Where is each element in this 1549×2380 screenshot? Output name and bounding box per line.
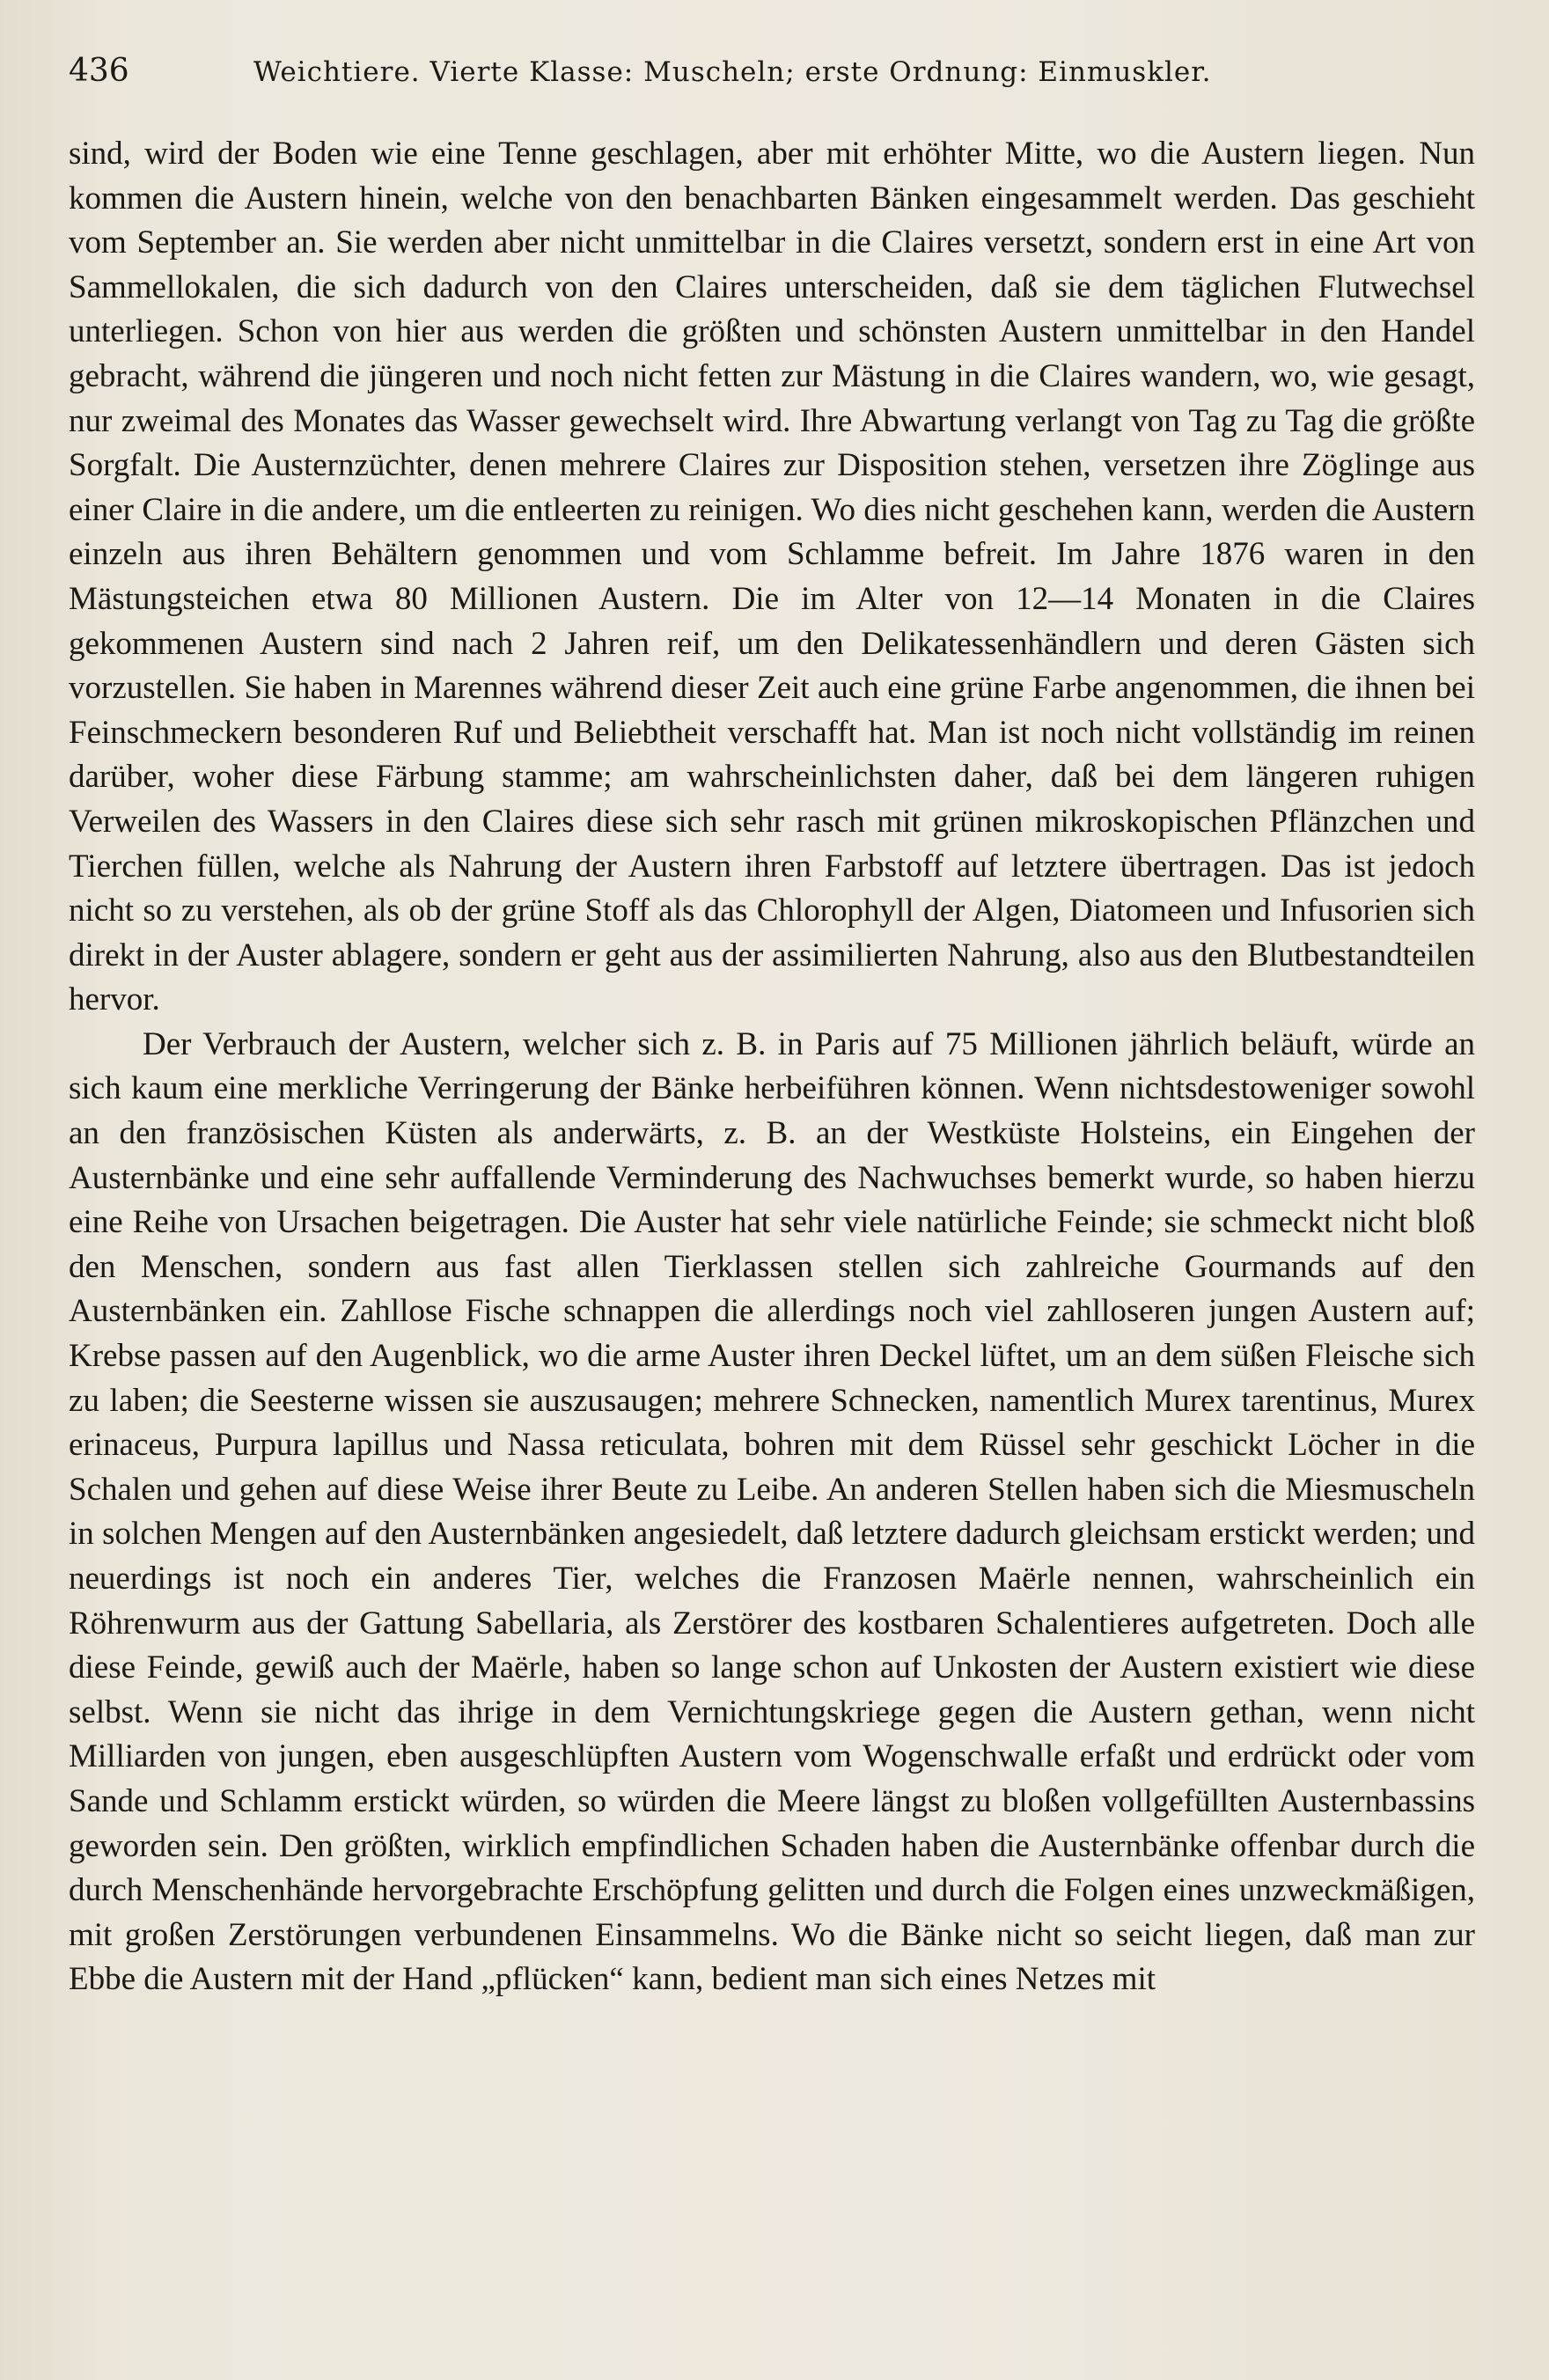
paragraph-continuation: sind, wird der Boden wie eine Tenne geschlagen, aber mit erhöhter Mitte, wo die Austern liegen. Nun kommen die Austern hinein, welche von den benachbarten Bänken eingesammelt werden. Das geschieht vom September an. Sie werden aber nicht unmittelbar in die Claires versetzt, sondern erst in eine Art von Sammellokalen, die sich dadurch von den Claires unterscheiden, daß sie dem täglichen Flutwechsel unterliegen. Schon von hier aus werden die größten und schönsten Austern unmittelbar in den Handel gebracht, während die jüngeren und noch nicht fetten zur Mästung in die Claires wandern, wo, wie gesagt, nur zweimal des Monates das Wasser gewechselt wird. Ihre Abwartung verlangt von Tag zu Tag die größte Sorgfalt. Die Austernzüchter, denen mehrere Claires zur Disposition stehen, versetzen ihre Zöglinge aus einer Claire in die andere, um die entleerten zu reinigen. Wo dies nicht geschehen kann, werden die Austern einzeln aus ihren Behältern genommen und vom Schlamme befreit. Im Jahre 1876 waren in den Mästungsteichen etwa 80 Millionen Austern. Die im Alter von 12—14 Monaten in die Claires gekommenen Austern sind nach 2 Jahren reif, um den Delikatessenhändlern und deren Gästen sich vorzustellen. Sie haben in Marennes während dieser Zeit auch eine grüne Farbe angenommen, die ihnen bei Feinschmeckern besonderen Ruf und Beliebtheit verschafft hat. Man ist noch nicht vollständig im reinen darüber, woher diese Färbung stamme; am wahrscheinlichsten daher, daß bei dem längeren ruhigen Verweilen des Wassers in den Claires diese sich sehr rasch mit grünen mikroskopischen Pflänzchen und Tierchen füllen, welche als Nahrung der Austern ihren Farbstoff auf letztere übertragen. Das ist jedoch nicht so zu verstehen, als ob der grüne Stoff als das Chlorophyll der Algen, Diatomeen und Infusorien sich direkt in der Auster ablagere, sondern er geht aus der assimilierten Nahrung, also aus den Blutbestandteilen hervor. bbox=[69, 136, 1475, 1018]
page-number: 436 bbox=[69, 53, 129, 89]
paragraph-oyster-enemies: Der Verbrauch der Austern, welcher sich z. B. in Paris auf 75 Millionen jährlich beläuft, würde an sich kaum eine merkliche Verringerung der Bänke herbeiführen können. Wenn nichtsdestoweniger sowohl an den französischen Küsten als anderwärts, z. B. an der Westküste Holsteins, ein Eingehen der Austernbänke und eine sehr auffallende Verminderung des Nachwuchses bemerkt wurde, so haben hierzu eine Reihe von Ursachen beigetragen. Die Auster hat sehr viele natürliche Feinde; sie schmeckt nicht bloß den Menschen, sondern aus fast allen Tierklassen stellen sich zahlreiche Gourmands auf den Austernbänken ein. Zahllose Fische schnappen die allerdings noch viel zahlloseren jungen Austern auf; Krebse passen auf den Augenblick, wo die arme Auster ihren Deckel lüftet, um an dem süßen Fleische sich zu laben; die Seesterne wissen sie auszusaugen; mehrere Schnecken, namentlich Murex tarentinus, Murex erinaceus, Purpura lapillus und Nassa reticulata, bohren mit dem Rüssel sehr geschickt Löcher in die Schalen und gehen auf diese Weise ihrer Beute zu Leibe. An anderen Stellen haben sich die Miesmuscheln in solchen Mengen auf den Austernbänken angesiedelt, daß letztere dadurch gleichsam erstickt werden; und neuerdings ist noch ein anderes Tier, welches die Franzosen Maërle nennen, wahrscheinlich ein Röhrenwurm aus der Gattung Sabellaria, als Zerstörer des kostbaren Schalentieres aufgetreten. Doch alle diese Feinde, gewiß auch der Maërle, haben so lange schon auf Unkosten der Austern existiert wie diese selbst. Wenn sie nicht das ihrige in dem Vernichtungskriege gegen die Austern gethan, wenn nicht Milliarden von jungen, eben ausgeschlüpften Austern vom Wogenschwalle erfaßt und erdrückt oder vom Sande und Schlamm erstickt würden, so würden die Meere längst zu bloßen vollgefüllten Austernbassins geworden sein. Den größten, wirklich empfindlichen Schaden haben die Austernbänke offenbar durch die durch Menschenhände hervorgebrachte Erschöpfung gelitten und durch die Folgen eines unzweckmäßigen, mit großen Zerstörungen verbundenen Einsammelns. Wo die Bänke nicht so seicht liegen, daß man zur Ebbe die Austern mit der Hand „pflücken“ kann, bedient man sich eines Netzes mit bbox=[69, 1025, 1475, 1998]
page-header bbox=[69, 53, 1475, 109]
body-text bbox=[69, 132, 1475, 2002]
running-head: Weichtiere. Vierte Klasse: Muscheln; erste Ordnung: Einmuskler. bbox=[253, 56, 1212, 88]
